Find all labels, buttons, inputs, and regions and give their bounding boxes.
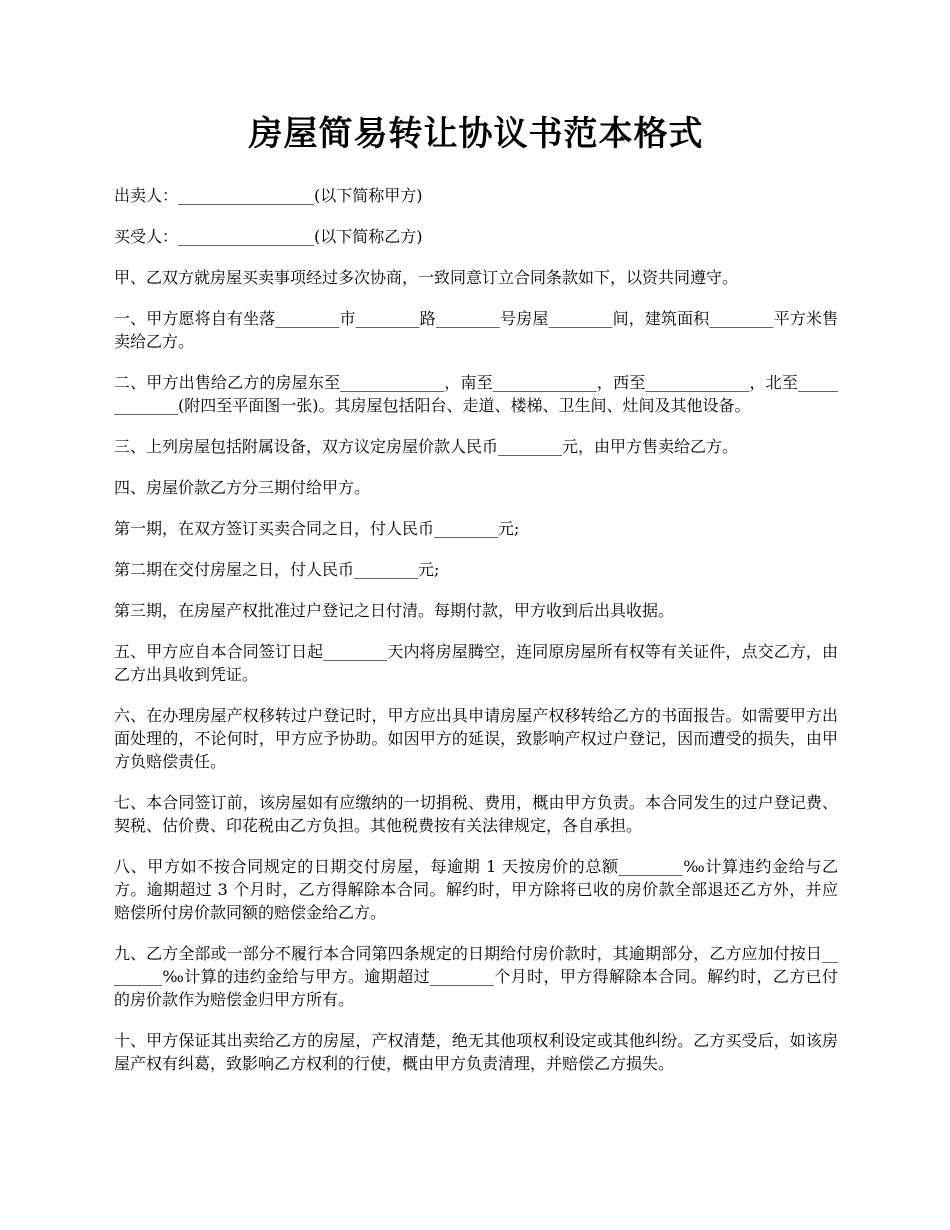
clause-1: 一、甲方愿将自有坐落________市________路________号房屋________间，建筑面积________平方米售卖给乙方。 xyxy=(114,309,838,351)
seller-line: 出卖人：_________________(以下简称甲方) xyxy=(114,186,423,205)
clause-8: 八、甲方如不按合同规定的日期交付房屋，每逾期 1 天按房价的总额________‰计算违约金给与乙方。逾期超过 3 个月时，乙方得解除本合同。解约时，甲方除将已收的房价款全部退还乙方外，并应赔偿所付房价款同额的赔偿金给乙方。 xyxy=(114,857,838,922)
clause-9: 九、乙方全部或一部分不履行本合同第四条规定的日期给付房价款时，其逾期部分，乙方应加付按日________‰计算的违约金给与甲方。逾期超过________个月时，甲方得解除本合同。解约时，乙方已付的房价款作为赔偿金归甲方所有。 xyxy=(114,944,838,1009)
clause-3: 三、上列房屋包括附属设备，双方议定房屋价款人民币________元，由甲方售卖给乙方。 xyxy=(114,437,739,456)
clause-7: 七、本合同签订前，该房屋如有应缴纳的一切捐税、费用，概由甲方负责。本合同发生的过户登记费、契税、估价费、印花税由乙方负担。其他税费按有关法律规定，各自承担。 xyxy=(114,793,838,835)
clause-6: 六、在办理房屋产权移转过户登记时，甲方应出具申请房屋产权移转给乙方的书面报告。如需要甲方出面处理的，不论何时，甲方应予协助。如因甲方的延误，致影响产权过户登记，因而遭受的损失，由甲方负赔偿责任。 xyxy=(114,706,838,771)
clause-4: 四、房屋价款乙方分三期付给甲方。 xyxy=(114,478,371,497)
clause-2: 二、甲方出售给乙方的房屋东至_____________，南至_____________，西至_____________，北至_____________(附四至平面图一张)。其房屋包括阳台、走道、楼梯、卫生间、灶间及其他设备。 xyxy=(114,373,838,415)
clause-10: 十、甲方保证其出卖给乙方的房屋，产权清楚，绝无其他项权利设定或其他纠纷。乙方买受后，如该房屋产权有纠葛，致影响乙方权利的行使，概由甲方负责清理，并赔偿乙方损失。 xyxy=(114,1031,838,1073)
payment-installment-2: 第二期在交付房屋之日，付人民币________元; xyxy=(114,560,440,579)
preamble-paragraph: 甲、乙双方就房屋买卖事项经过多次协商，一致同意订立合同条款如下，以资共同遵守。 xyxy=(114,268,739,287)
payment-installment-3: 第三期，在房屋产权批准过户登记之日付清。每期付款，甲方收到后出具收据。 xyxy=(114,601,675,620)
buyer-line: 买受人：_________________(以下简称乙方) xyxy=(114,227,423,246)
clause-5: 五、甲方应自本合同签订日起________天内将房屋腾空，连同原房屋所有权等有关证件，点交乙方，由乙方出具收到凭证。 xyxy=(114,642,838,684)
payment-installment-1: 第一期，在双方签订买卖合同之日，付人民币________元; xyxy=(114,519,520,538)
document-title: 房屋简易转让协议书范本格式 xyxy=(248,114,704,154)
